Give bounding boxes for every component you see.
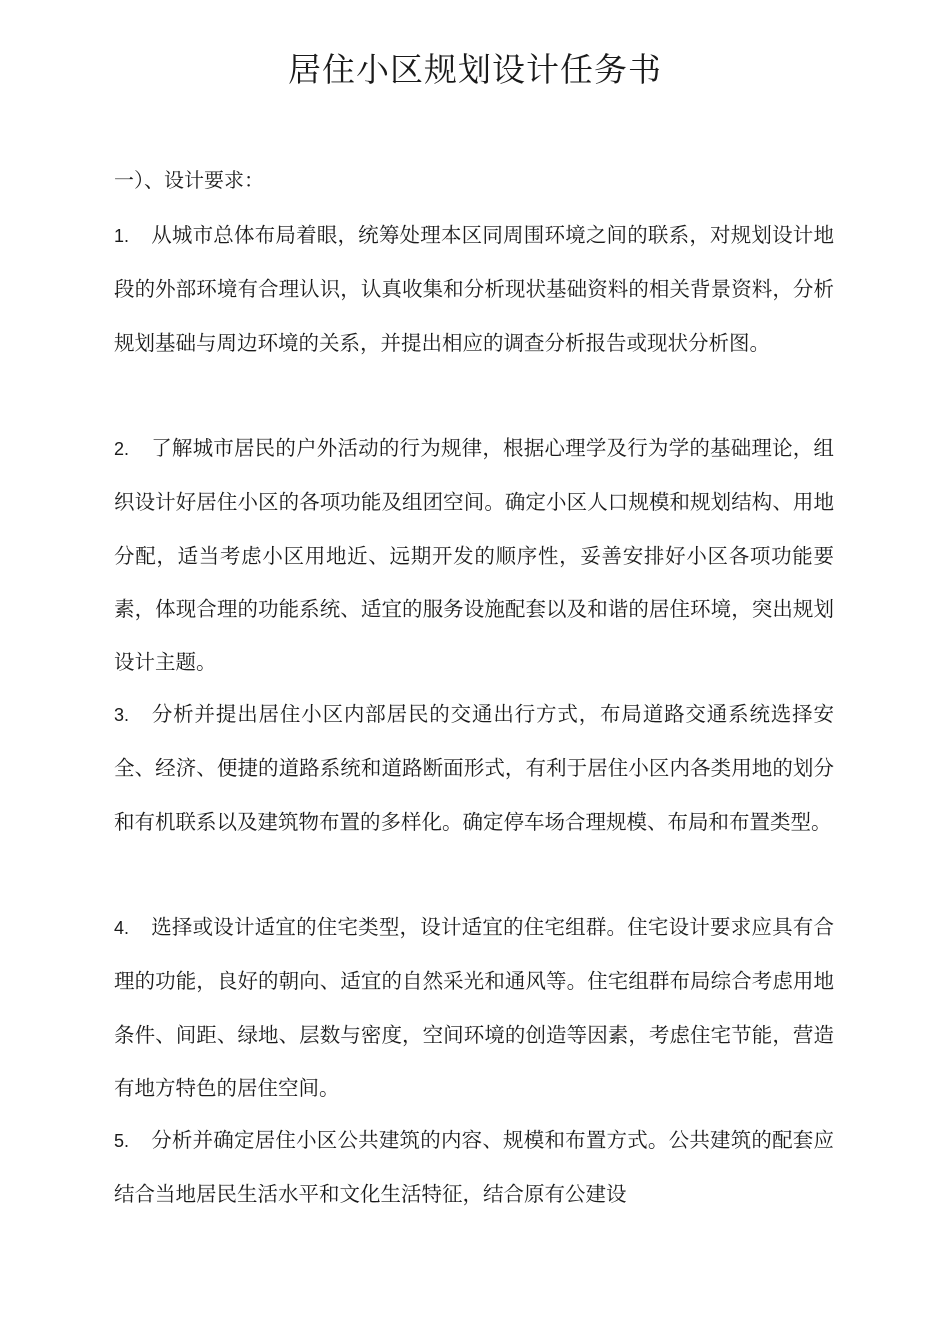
item-text: 了解城市居民的户外活动的行为规律，根据心理学及行为学的基础理论，组织设计好居住小区的各项功能及组团空间。确定小区人口规模和规划结构、用地分配，适当考虑小区用地近、远期开发的顺序性，妥善安排好小区各项功能要素，体现合理的功能系统、适宜的服务设施配套以及和谐的居住环境，突出规划设计主题。 [114,436,834,675]
requirement-item-5 [114,1114,834,1221]
item-number: 5. [114,1131,130,1151]
item-text: 分析并提出居住小区内部居民的交通出行方式，布局道路交通系统选择安全、经济、便捷的道路系统和道路断面形式，有利于居住小区内各类用地的划分和有机联系以及建筑物布置的多样化。确定停车场合理规模、布局和布置类型。 [114,702,834,834]
requirement-item-3 [114,688,834,849]
item-number: 1. [114,226,130,246]
item-text: 从城市总体布局着眼，统筹处理本区同周围环境之间的联系，对规划设计地段的外部环境有合理认识，认真收集和分析现状基础资料的相关背景资料，分析规划基础与周边环境的关系，并提出相应的调查分析报告或现状分析图。 [114,223,834,355]
section-heading: 一）、设计要求： [114,168,264,192]
item-number: 3. [114,705,130,725]
document-title: 居住小区规划设计任务书 [288,50,662,89]
item-text: 选择或设计适宜的住宅类型，设计适宜的住宅组群。住宅设计要求应具有合理的功能，良好的朝向、适宜的自然采光和通风等。住宅组群布局综合考虑用地条件、间距、绿地、层数与密度，空间环境的创造等因素，考虑住宅节能，营造有地方特色的居住空间。 [114,915,834,1100]
item-text: 分析并确定居住小区公共建筑的内容、规模和布置方式。公共建筑的配套应结合当地居民生活水平和文化生活特征，结合原有公建设 [114,1128,834,1207]
requirement-item-4 [114,901,834,1115]
item-number: 2. [114,439,130,459]
item-number: 4. [114,918,130,938]
requirement-item-2 [114,422,834,689]
requirement-item-1 [114,209,834,370]
